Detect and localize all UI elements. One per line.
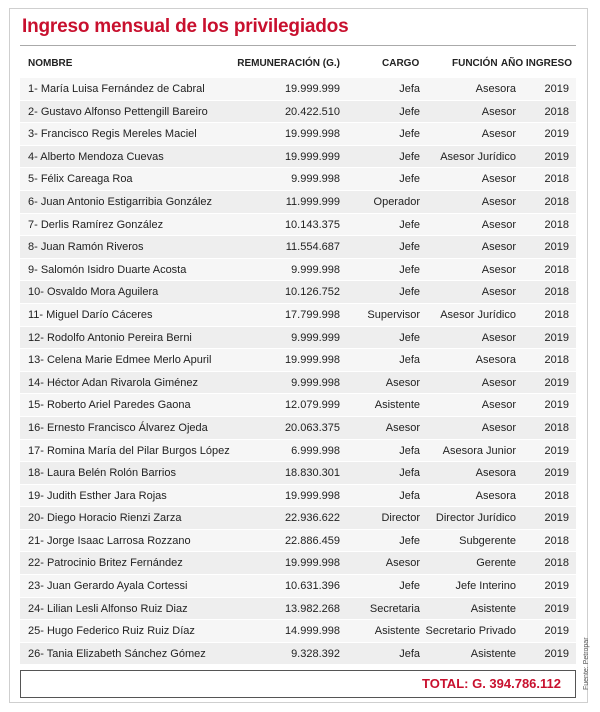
cell-funcion: Asesora [475,83,516,95]
cell-remuneracion: 19.999.998 [284,557,340,570]
cell-cargo: Jefe [399,534,420,547]
cell-funcion: Director Jurídico [435,512,516,525]
cell-remuneracion: 19.999.999 [284,150,340,163]
table-row [20,394,576,417]
cell-funcion: Asesor Jurídico [440,308,516,321]
cell-cargo: Jefe [399,263,420,276]
cell-funcion: Asesor [481,218,516,231]
cell-nombre: 1- María Luisa Fernández de Cabral [28,83,205,95]
table-row [20,304,576,327]
cell-nombre: 4- Alberto Mendoza Cuevas [28,150,164,163]
cell-funcion: Asistente [470,602,516,615]
cell-remuneracion: 12.079.999 [284,399,340,412]
table-row [20,101,576,124]
source-credit: Fuente: Petropar [583,637,590,690]
cell-funcion: Asistente [470,647,516,660]
cell-anio-ingreso: 2018 [544,286,569,299]
cell-remuneracion: 9.999.998 [291,263,340,276]
cell-anio-ingreso: 2018 [544,557,569,570]
table-row [20,507,576,530]
cell-cargo: Jefa [399,647,420,660]
cell-nombre: 2- Gustavo Alfonso Pettengill Bareiro [28,105,208,118]
cell-funcion: Asesora [475,489,516,502]
cell-cargo: Jefe [399,241,420,254]
cell-remuneracion: 10.631.396 [284,580,340,593]
table-row [20,575,576,598]
cell-cargo: Jefe [399,150,420,163]
cell-funcion: Subgerente [459,534,516,547]
cell-nombre: 19- Judith Esther Jara Rojas [28,489,167,502]
cell-nombre: 15- Roberto Ariel Paredes Gaona [28,399,191,412]
cell-cargo: Jefa [399,354,420,367]
header-nombre: NOMBRE [28,58,73,69]
cell-funcion: Asesor [481,286,516,299]
table-row [20,146,576,169]
cell-remuneracion: 17.799.998 [284,308,340,321]
cell-cargo: Asistente [374,625,420,638]
cell-nombre: 18- Laura Belén Rolón Barrios [28,467,176,480]
cell-nombre: 3- Francisco Regis Mereles Maciel [28,128,197,141]
cell-cargo: Jefe [399,105,420,118]
cell-cargo: Jefe [399,128,420,141]
cell-anio-ingreso: 2018 [544,354,569,367]
table-header [20,58,576,74]
cell-nombre: 17- Romina María del Pilar Burgos López [28,444,230,457]
cell-nombre: 23- Juan Gerardo Ayala Cortessi [28,580,188,593]
cell-anio-ingreso: 2019 [544,512,569,525]
cell-nombre: 20- Diego Horacio Rienzi Zarza [28,512,182,525]
cell-anio-ingreso: 2018 [544,195,569,208]
cell-nombre: 14- Héctor Adan Rivarola Giménez [28,376,198,389]
cell-anio-ingreso: 2019 [544,444,569,457]
cell-cargo: Jefe [399,580,420,593]
cell-anio-ingreso: 2019 [544,376,569,389]
cell-anio-ingreso: 2019 [544,625,569,638]
cell-funcion: Jefe Interino [455,580,516,593]
table-row [20,598,576,621]
cell-cargo: Asesor [385,421,420,434]
title-divider [20,45,576,46]
table-row [20,259,576,282]
table-row [20,281,576,304]
total-box [20,670,576,698]
table-row [20,417,576,440]
cell-nombre: 10- Osvaldo Mora Aguilera [28,286,159,299]
cell-nombre: 7- Derlis Ramírez González [28,218,164,231]
cell-funcion: Asesora [475,354,516,367]
cell-anio-ingreso: 2019 [544,83,569,95]
cell-nombre: 21- Jorge Isaac Larrosa Rozzano [28,534,191,547]
cell-funcion: Asesor [481,331,516,344]
cell-remuneracion: 9.999.998 [291,173,340,186]
cell-anio-ingreso: 2018 [544,308,569,321]
total-amount: TOTAL: G. 394.786.112 [422,676,561,691]
table-row [20,485,576,508]
cell-anio-ingreso: 2019 [544,331,569,344]
table-row [20,191,576,214]
cell-remuneracion: 11.999.999 [285,195,340,208]
header-funcion: FUNCIÓN [452,58,498,69]
table-row [20,327,576,350]
table-row [20,236,576,259]
cell-remuneracion: 9.328.392 [291,647,340,660]
cell-nombre: 8- Juan Ramón Riveros [28,241,144,254]
cell-cargo: Asistente [374,399,420,412]
cell-funcion: Asesor [481,376,516,389]
cell-funcion: Secretario Privado [425,625,516,638]
header-cargo: CARGO [382,58,420,69]
cell-remuneracion: 22.886.459 [284,534,340,547]
cell-anio-ingreso: 2018 [544,489,569,502]
cell-cargo: Asesor [385,557,420,570]
cell-funcion: Asesor [481,105,516,118]
cell-funcion: Asesor [481,399,516,412]
cell-anio-ingreso: 2019 [544,580,569,593]
cell-funcion: Asesor [481,195,516,208]
cell-anio-ingreso: 2018 [544,105,569,118]
table-row [20,552,576,575]
cell-remuneracion: 10.143.375 [284,218,340,231]
cell-remuneracion: 18.830.301 [284,467,340,480]
cell-nombre: 12- Rodolfo Antonio Pereira Berni [28,331,192,344]
table-row [20,643,576,666]
cell-funcion: Asesor Jurídico [440,150,516,163]
cell-remuneracion: 9.999.999 [291,331,340,344]
cell-remuneracion: 20.422.510 [284,105,340,118]
cell-remuneracion: 6.999.998 [291,444,340,457]
cell-nombre: 16- Ernesto Francisco Álvarez Ojeda [28,421,208,434]
cell-cargo: Secretaria [369,602,420,615]
cell-cargo: Jefa [399,444,420,457]
cell-nombre: 26- Tania Elizabeth Sánchez Gómez [28,647,206,660]
table-row [20,123,576,146]
cell-nombre: 22- Patrocinio Britez Fernández [28,557,183,570]
cell-cargo: Director [381,512,420,525]
cell-anio-ingreso: 2018 [544,263,569,276]
cell-anio-ingreso: 2019 [544,647,569,660]
cell-funcion: Asesor [481,421,516,434]
cell-nombre: 6- Juan Antonio Estigarribia González [28,195,213,208]
header-remuneracion: REMUNERACIÓN (G.) [237,58,340,69]
cell-cargo: Supervisor [367,308,420,321]
table-row [20,462,576,485]
cell-nombre: 13- Celena Marie Edmee Merlo Apuril [28,354,212,367]
cell-cargo: Jefe [399,218,420,231]
cell-cargo: Asesor [385,376,420,389]
table-row [20,349,576,372]
cell-remuneracion: 22.936.622 [284,512,340,525]
cell-anio-ingreso: 2018 [544,534,569,547]
cell-funcion: Asesor [481,173,516,186]
cell-remuneracion: 11.554.687 [285,241,340,254]
cell-cargo: Jefe [399,173,420,186]
cell-funcion: Asesor [481,241,516,254]
table-row [20,440,576,463]
cell-remuneracion: 19.999.998 [284,489,340,502]
header-anio-ingreso: AÑO INGRESO [500,58,572,69]
cell-cargo: Jefa [399,83,420,95]
cell-funcion: Asesora Junior [442,444,516,457]
cell-nombre: 5- Félix Careaga Roa [28,173,133,186]
cell-nombre: 11- Miguel Darío Cáceres [28,308,153,321]
cell-anio-ingreso: 2019 [544,602,569,615]
cell-anio-ingreso: 2019 [544,399,569,412]
cell-cargo: Jefe [399,331,420,344]
cell-remuneracion: 19.999.998 [284,354,340,367]
table-row [20,620,576,643]
cell-cargo: Operador [373,195,420,208]
cell-remuneracion: 20.063.375 [284,421,340,434]
table-row [20,372,576,395]
cell-nombre: 25- Hugo Federico Ruiz Ruiz Díaz [28,625,195,638]
cell-funcion: Asesor [481,263,516,276]
cell-nombre: 24- Lilian Lesli Alfonso Ruiz Diaz [28,602,188,615]
cell-anio-ingreso: 2019 [544,150,569,163]
cell-remuneracion: 14.999.998 [284,625,340,638]
cell-anio-ingreso: 2019 [544,128,569,141]
cell-remuneracion: 19.999.999 [284,83,340,95]
page-title: Ingreso mensual de los privilegiados [22,16,349,37]
cell-nombre: 9- Salomón Isidro Duarte Acosta [28,263,187,276]
cell-anio-ingreso: 2018 [544,173,569,186]
table-row [20,530,576,553]
cell-remuneracion: 19.999.998 [284,128,340,141]
table-body [20,78,576,665]
cell-anio-ingreso: 2019 [544,241,569,254]
cell-anio-ingreso: 2019 [544,467,569,480]
cell-funcion: Gerente [476,557,516,570]
cell-remuneracion: 10.126.752 [284,286,340,299]
cell-remuneracion: 13.982.268 [284,602,340,615]
table-row [20,78,576,101]
cell-cargo: Jefa [399,467,420,480]
cell-funcion: Asesor [481,128,516,141]
table-row [20,214,576,237]
cell-funcion: Asesora [475,467,516,480]
cell-cargo: Jefa [399,489,420,502]
cell-cargo: Jefe [399,286,420,299]
cell-anio-ingreso: 2018 [544,421,569,434]
cell-remuneracion: 9.999.998 [291,376,340,389]
cell-anio-ingreso: 2018 [544,218,569,231]
table-row [20,168,576,191]
